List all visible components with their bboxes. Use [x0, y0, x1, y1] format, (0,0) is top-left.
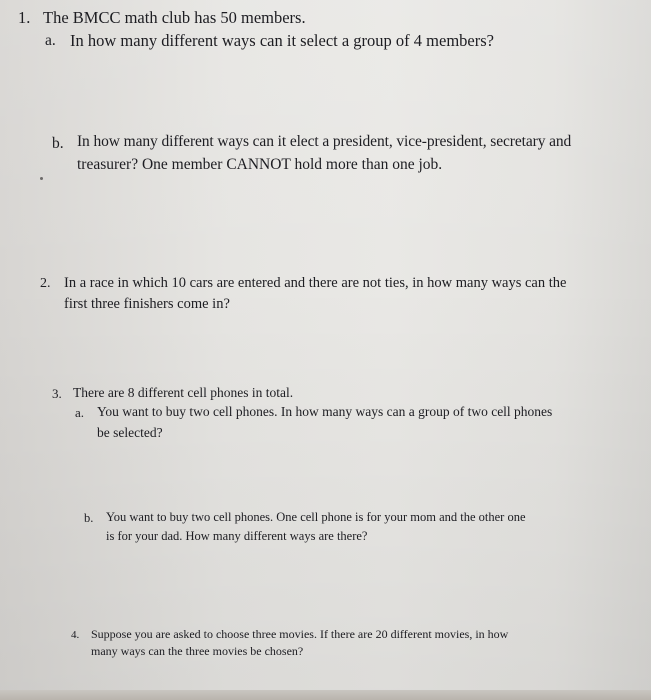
question-1a-text: In how many different ways can it select a group of 4 members? — [70, 31, 494, 50]
question-4-number: 4. — [71, 629, 80, 641]
question-1-number: 1. — [18, 8, 31, 27]
question-4-text-line-2: many ways can the three movies be chosen? — [91, 644, 304, 658]
page-bottom-edge — [0, 690, 651, 700]
question-3-number: 3. — [52, 386, 62, 401]
question-2-number: 2. — [40, 276, 51, 291]
question-1a-label: a. — [45, 32, 56, 49]
question-3-stem: There are 8 different cell phones in total. — [73, 385, 294, 400]
question-1-stem: The BMCC math club has 50 members. — [43, 8, 306, 27]
question-4-text-line-1: Suppose you are asked to choose three movies. If there are 20 different movies, in how — [91, 627, 509, 641]
question-1b-text-line-1: In how many different ways can it elect a president, vice-president, secretary and — [77, 133, 572, 150]
question-3a-label: a. — [75, 405, 85, 420]
question-3b-text-line-1: You want to buy two cell phones. One cell phone is for your mom and the other one — [106, 510, 526, 524]
question-1b-text-line-2: treasurer? One member CANNOT hold more than one job. — [77, 156, 443, 173]
question-3b-label: b. — [84, 511, 94, 525]
question-3a-text-line-2: be selected? — [97, 425, 163, 440]
question-2-text-line-1: In a race in which 10 cars are entered and there are not ties, in how many ways can the — [64, 275, 567, 291]
question-2-text-line-2: first three finishers come in? — [64, 296, 230, 312]
question-3a-text-line-1: You want to buy two cell phones. In how many ways can a group of two cell phones — [97, 404, 553, 419]
stray-pen-mark — [40, 177, 43, 180]
question-1b-label: b. — [52, 135, 64, 152]
question-3b-text-line-2: is for your dad. How many different ways are there? — [106, 529, 368, 543]
